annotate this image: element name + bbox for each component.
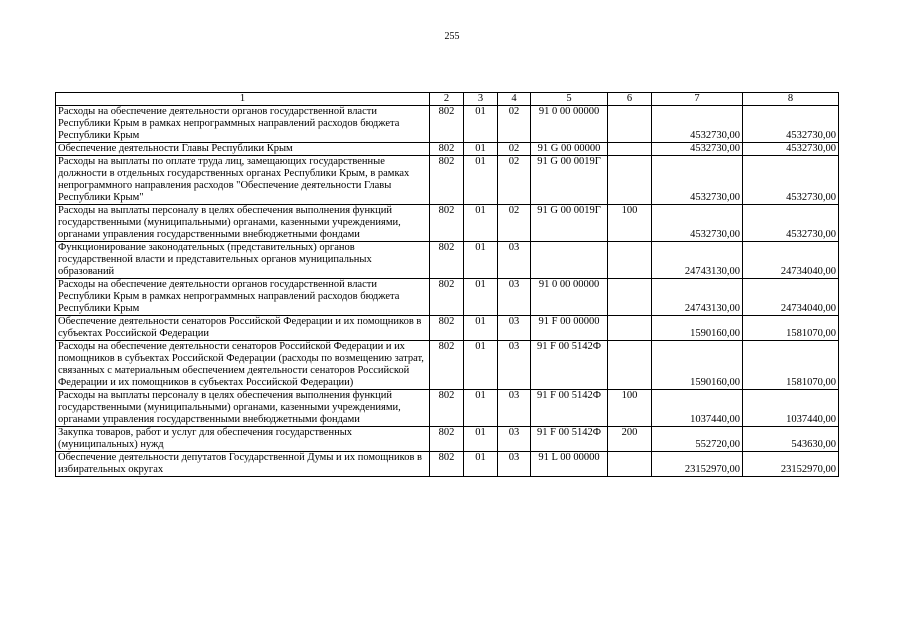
table-row <box>56 242 839 279</box>
cell-rz: 01 <box>464 143 498 156</box>
cell-pr: 02 <box>498 143 531 156</box>
cell-gr: 802 <box>430 279 464 316</box>
cell-pr: 03 <box>498 279 531 316</box>
cell-vr <box>608 156 652 205</box>
cell-name: Обеспечение деятельности сенаторов Российской Федерации и их помощников в субъектах Российской Федерации <box>56 316 430 341</box>
cell-sum2: 24734040,00 <box>743 242 839 279</box>
cell-name: Расходы на выплаты персоналу в целях обеспечения выполнения функций государственными (муниципальными) органами, казенными учреждениями, органами управления государственными внебюджетными фондами <box>56 205 430 242</box>
table-row <box>56 452 839 477</box>
cell-sum2: 4532730,00 <box>743 156 839 205</box>
table-row <box>56 427 839 452</box>
header-cell: 8 <box>743 93 839 106</box>
table-row <box>56 106 839 143</box>
cell-vr: 100 <box>608 390 652 427</box>
header-cell: 7 <box>652 93 743 106</box>
table-row <box>56 390 839 427</box>
cell-vr <box>608 143 652 156</box>
cell-name: Расходы на выплаты персоналу в целях обеспечения выполнения функций государственными (муниципальными) органами, казенными учреждениями, органами управления государственными внебюджетными фондами <box>56 390 430 427</box>
cell-rz: 01 <box>464 390 498 427</box>
table-header-row <box>56 93 839 106</box>
cell-gr: 802 <box>430 242 464 279</box>
cell-gr: 802 <box>430 106 464 143</box>
cell-sum2: 4532730,00 <box>743 143 839 156</box>
table-row <box>56 279 839 316</box>
cell-pr: 02 <box>498 205 531 242</box>
cell-vr: 100 <box>608 205 652 242</box>
cell-gr: 802 <box>430 143 464 156</box>
cell-csr: 91 F 00 5142Ф <box>531 390 608 427</box>
table-row <box>56 205 839 242</box>
cell-pr: 03 <box>498 242 531 279</box>
page-number: 255 <box>444 31 460 42</box>
cell-csr <box>531 242 608 279</box>
cell-vr <box>608 242 652 279</box>
cell-pr: 03 <box>498 452 531 477</box>
cell-gr: 802 <box>430 341 464 390</box>
cell-rz: 01 <box>464 205 498 242</box>
header-cell: 6 <box>608 93 652 106</box>
table-row <box>56 316 839 341</box>
header-cell: 1 <box>56 93 430 106</box>
cell-sum1: 23152970,00 <box>652 452 743 477</box>
cell-sum1: 24743130,00 <box>652 279 743 316</box>
cell-sum1: 4532730,00 <box>652 106 743 143</box>
cell-sum2: 4532730,00 <box>743 205 839 242</box>
cell-pr: 03 <box>498 341 531 390</box>
cell-csr: 91 G 00 0019Г <box>531 156 608 205</box>
cell-rz: 01 <box>464 316 498 341</box>
cell-gr: 802 <box>430 156 464 205</box>
cell-sum2: 24734040,00 <box>743 279 839 316</box>
cell-pr: 03 <box>498 427 531 452</box>
cell-sum2: 4532730,00 <box>743 106 839 143</box>
cell-sum1: 1037440,00 <box>652 390 743 427</box>
cell-vr <box>608 106 652 143</box>
cell-sum2: 23152970,00 <box>743 452 839 477</box>
cell-gr: 802 <box>430 427 464 452</box>
cell-pr: 03 <box>498 390 531 427</box>
cell-vr <box>608 279 652 316</box>
cell-vr <box>608 341 652 390</box>
cell-sum1: 4532730,00 <box>652 205 743 242</box>
table-row <box>56 156 839 205</box>
cell-csr: 91 G 00 0019Г <box>531 205 608 242</box>
cell-csr: 91 G 00 00000 <box>531 143 608 156</box>
cell-csr: 91 F 00 5142Ф <box>531 427 608 452</box>
cell-sum1: 552720,00 <box>652 427 743 452</box>
cell-csr: 91 F 00 00000 <box>531 316 608 341</box>
header-cell: 5 <box>531 93 608 106</box>
header-cell: 3 <box>464 93 498 106</box>
cell-rz: 01 <box>464 452 498 477</box>
cell-rz: 01 <box>464 279 498 316</box>
cell-csr: 91 0 00 00000 <box>531 279 608 316</box>
cell-rz: 01 <box>464 242 498 279</box>
header-cell: 4 <box>498 93 531 106</box>
cell-sum1: 24743130,00 <box>652 242 743 279</box>
cell-gr: 802 <box>430 205 464 242</box>
cell-sum2: 543630,00 <box>743 427 839 452</box>
cell-sum1: 1590160,00 <box>652 341 743 390</box>
cell-csr: 91 0 00 00000 <box>531 106 608 143</box>
header-cell: 2 <box>430 93 464 106</box>
cell-csr: 91 L 00 00000 <box>531 452 608 477</box>
cell-vr: 200 <box>608 427 652 452</box>
cell-rz: 01 <box>464 341 498 390</box>
cell-rz: 01 <box>464 427 498 452</box>
cell-name: Расходы на обеспечение деятельности органов государственной власти Республики Крым в рамках непрограммных направлений расходов бюджета Республики Крым <box>56 279 430 316</box>
cell-name: Расходы на обеспечение деятельности сенаторов Российской Федерации и их помощников в субъектах Российской Федерации (расходы по возмещению затрат, связанных с материальным обеспечением деятельности сенаторов Российской Федерации и их помощников в субъектах Российской Федерации) <box>56 341 430 390</box>
cell-name: Закупка товаров, работ и услуг для обеспечения государственных (муниципальных) нужд <box>56 427 430 452</box>
cell-pr: 02 <box>498 106 531 143</box>
budget-table <box>55 92 839 477</box>
cell-sum2: 1037440,00 <box>743 390 839 427</box>
cell-name: Расходы на выплаты по оплате труда лиц, замещающих государственные должности в отдельных государственных органах Республики Крым, в рамках непрограммного направления расходов "Обеспечение деятельности Главы Республики Крым" <box>56 156 430 205</box>
cell-vr <box>608 316 652 341</box>
cell-vr <box>608 452 652 477</box>
cell-gr: 802 <box>430 316 464 341</box>
cell-csr: 91 F 00 5142Ф <box>531 341 608 390</box>
cell-name: Расходы на обеспечение деятельности органов государственной власти Республики Крым в рамках непрограммных направлений расходов бюджета Республики Крым <box>56 106 430 143</box>
cell-pr: 02 <box>498 156 531 205</box>
cell-pr: 03 <box>498 316 531 341</box>
cell-name: Функционирование законодательных (представительных) органов государственной власти и представительных органов муниципальных образований <box>56 242 430 279</box>
table-row <box>56 341 839 390</box>
cell-sum1: 4532730,00 <box>652 143 743 156</box>
cell-gr: 802 <box>430 390 464 427</box>
cell-name: Обеспечение деятельности Главы Республики Крым <box>56 143 430 156</box>
cell-sum2: 1581070,00 <box>743 316 839 341</box>
cell-name: Обеспечение деятельности депутатов Государственной Думы и их помощников в избирательных округах <box>56 452 430 477</box>
cell-rz: 01 <box>464 156 498 205</box>
cell-sum2: 1581070,00 <box>743 341 839 390</box>
table-row <box>56 143 839 156</box>
cell-sum1: 1590160,00 <box>652 316 743 341</box>
cell-sum1: 4532730,00 <box>652 156 743 205</box>
cell-gr: 802 <box>430 452 464 477</box>
cell-rz: 01 <box>464 106 498 143</box>
